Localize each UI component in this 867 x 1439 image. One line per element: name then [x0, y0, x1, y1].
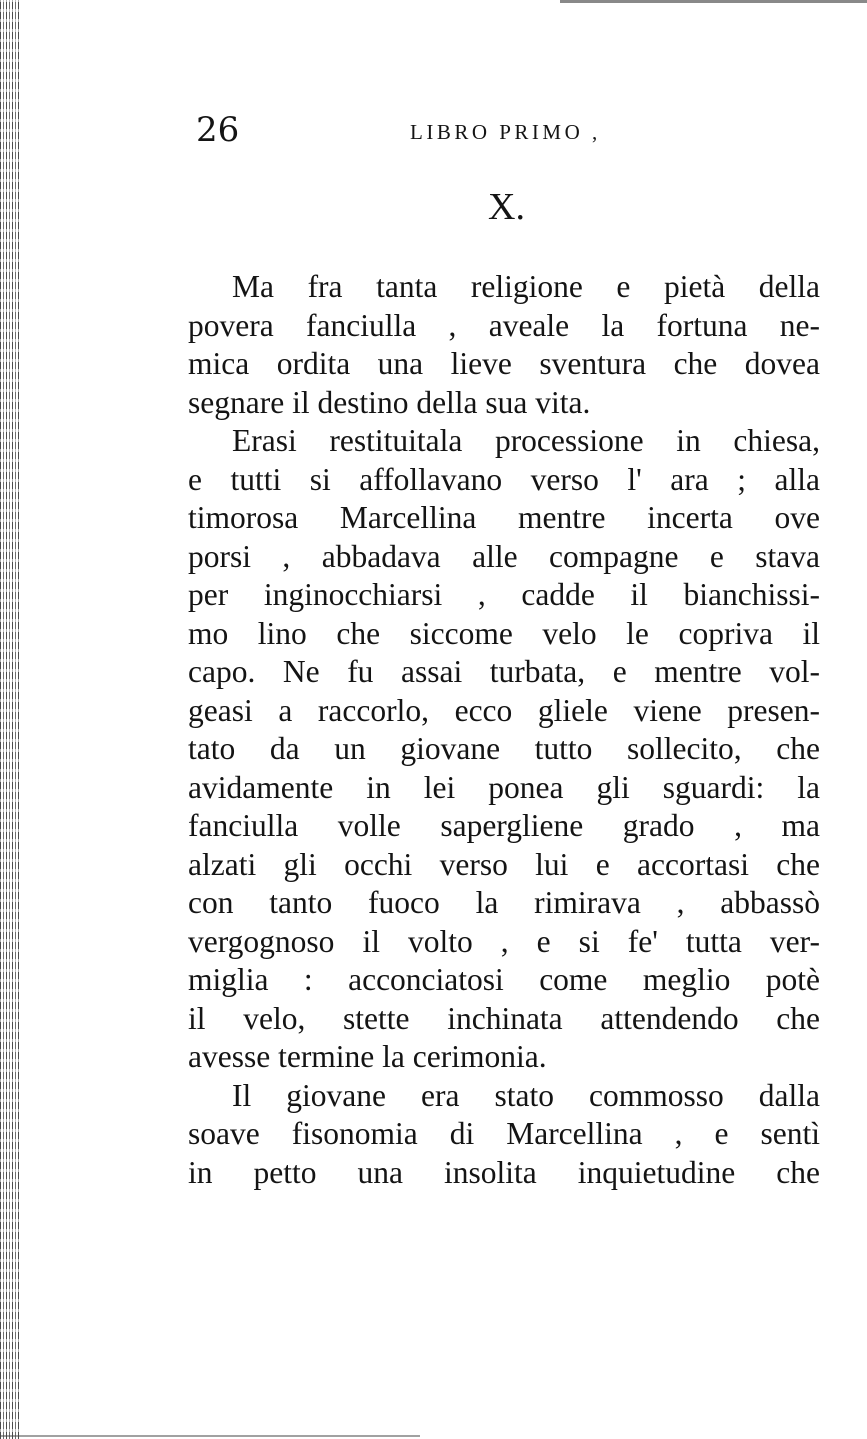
text-line: segnare il destino della sua vita.: [188, 384, 591, 420]
text-line: povera fanciulla , aveale la fortuna ne-: [188, 307, 820, 343]
text-line: e tutti si affollavano verso l' ara ; alla: [188, 461, 820, 497]
text-line: per inginocchiarsi , cadde il bianchissi-: [188, 577, 820, 612]
text-line: con tanto fuoco la rimirava , abbassò: [188, 885, 820, 920]
text-line: porsi , abbadava alle compagne e stava: [188, 538, 820, 574]
text-line: il velo, stette inchinata attendendo che: [188, 1000, 820, 1036]
page-bottom-edge: [0, 1435, 420, 1437]
text-line: avesse termine la cerimonia.: [188, 1039, 547, 1074]
text-line: geasi a raccorlo, ecco gliele viene presen-: [188, 692, 820, 728]
text-line: mica ordita una lieve sventura che dovea: [188, 346, 820, 381]
chapter-heading: X.: [488, 186, 525, 228]
paragraph-1: [188, 268, 820, 422]
text-line: Ma fra tanta religione e pietà della: [232, 269, 820, 304]
text-line: vergognoso il volto , e si fe' tutta ver-: [188, 923, 820, 959]
text-line: mo lino che siccome velo le copriva il: [188, 615, 820, 651]
body-text: [188, 268, 820, 1192]
running-head: LIBRO PRIMO ,: [410, 120, 601, 144]
text-line: tato da un giovane tutto sollecito, che: [188, 731, 820, 766]
page-number: 26: [196, 110, 240, 150]
text-line: miglia : acconciatosi come meglio potè: [188, 962, 820, 997]
page-header: [196, 108, 836, 152]
text-line: capo. Ne fu assai turbata, e mentre vol-: [188, 654, 820, 689]
text-line: alzati gli occhi verso lui e accortasi che: [188, 846, 820, 882]
page-top-edge: [560, 0, 867, 3]
text-line: Erasi restituitala processione in chiesa,: [232, 423, 820, 458]
text-line: fanciulla volle sapergliene grado , ma: [188, 808, 820, 843]
text-line: Il giovane era stato commosso dalla: [232, 1077, 820, 1113]
text-line: timorosa Marcellina mentre incerta ove: [188, 500, 820, 535]
text-line: in petto una insolita inquietudine che: [188, 1154, 820, 1190]
paragraph-3: [188, 1077, 820, 1193]
text-line: soave fisonomia di Marcellina , e sentì: [188, 1116, 820, 1151]
paragraph-2: [188, 422, 820, 1077]
text-line: avidamente in lei ponea gli sguardi: la: [188, 769, 820, 805]
